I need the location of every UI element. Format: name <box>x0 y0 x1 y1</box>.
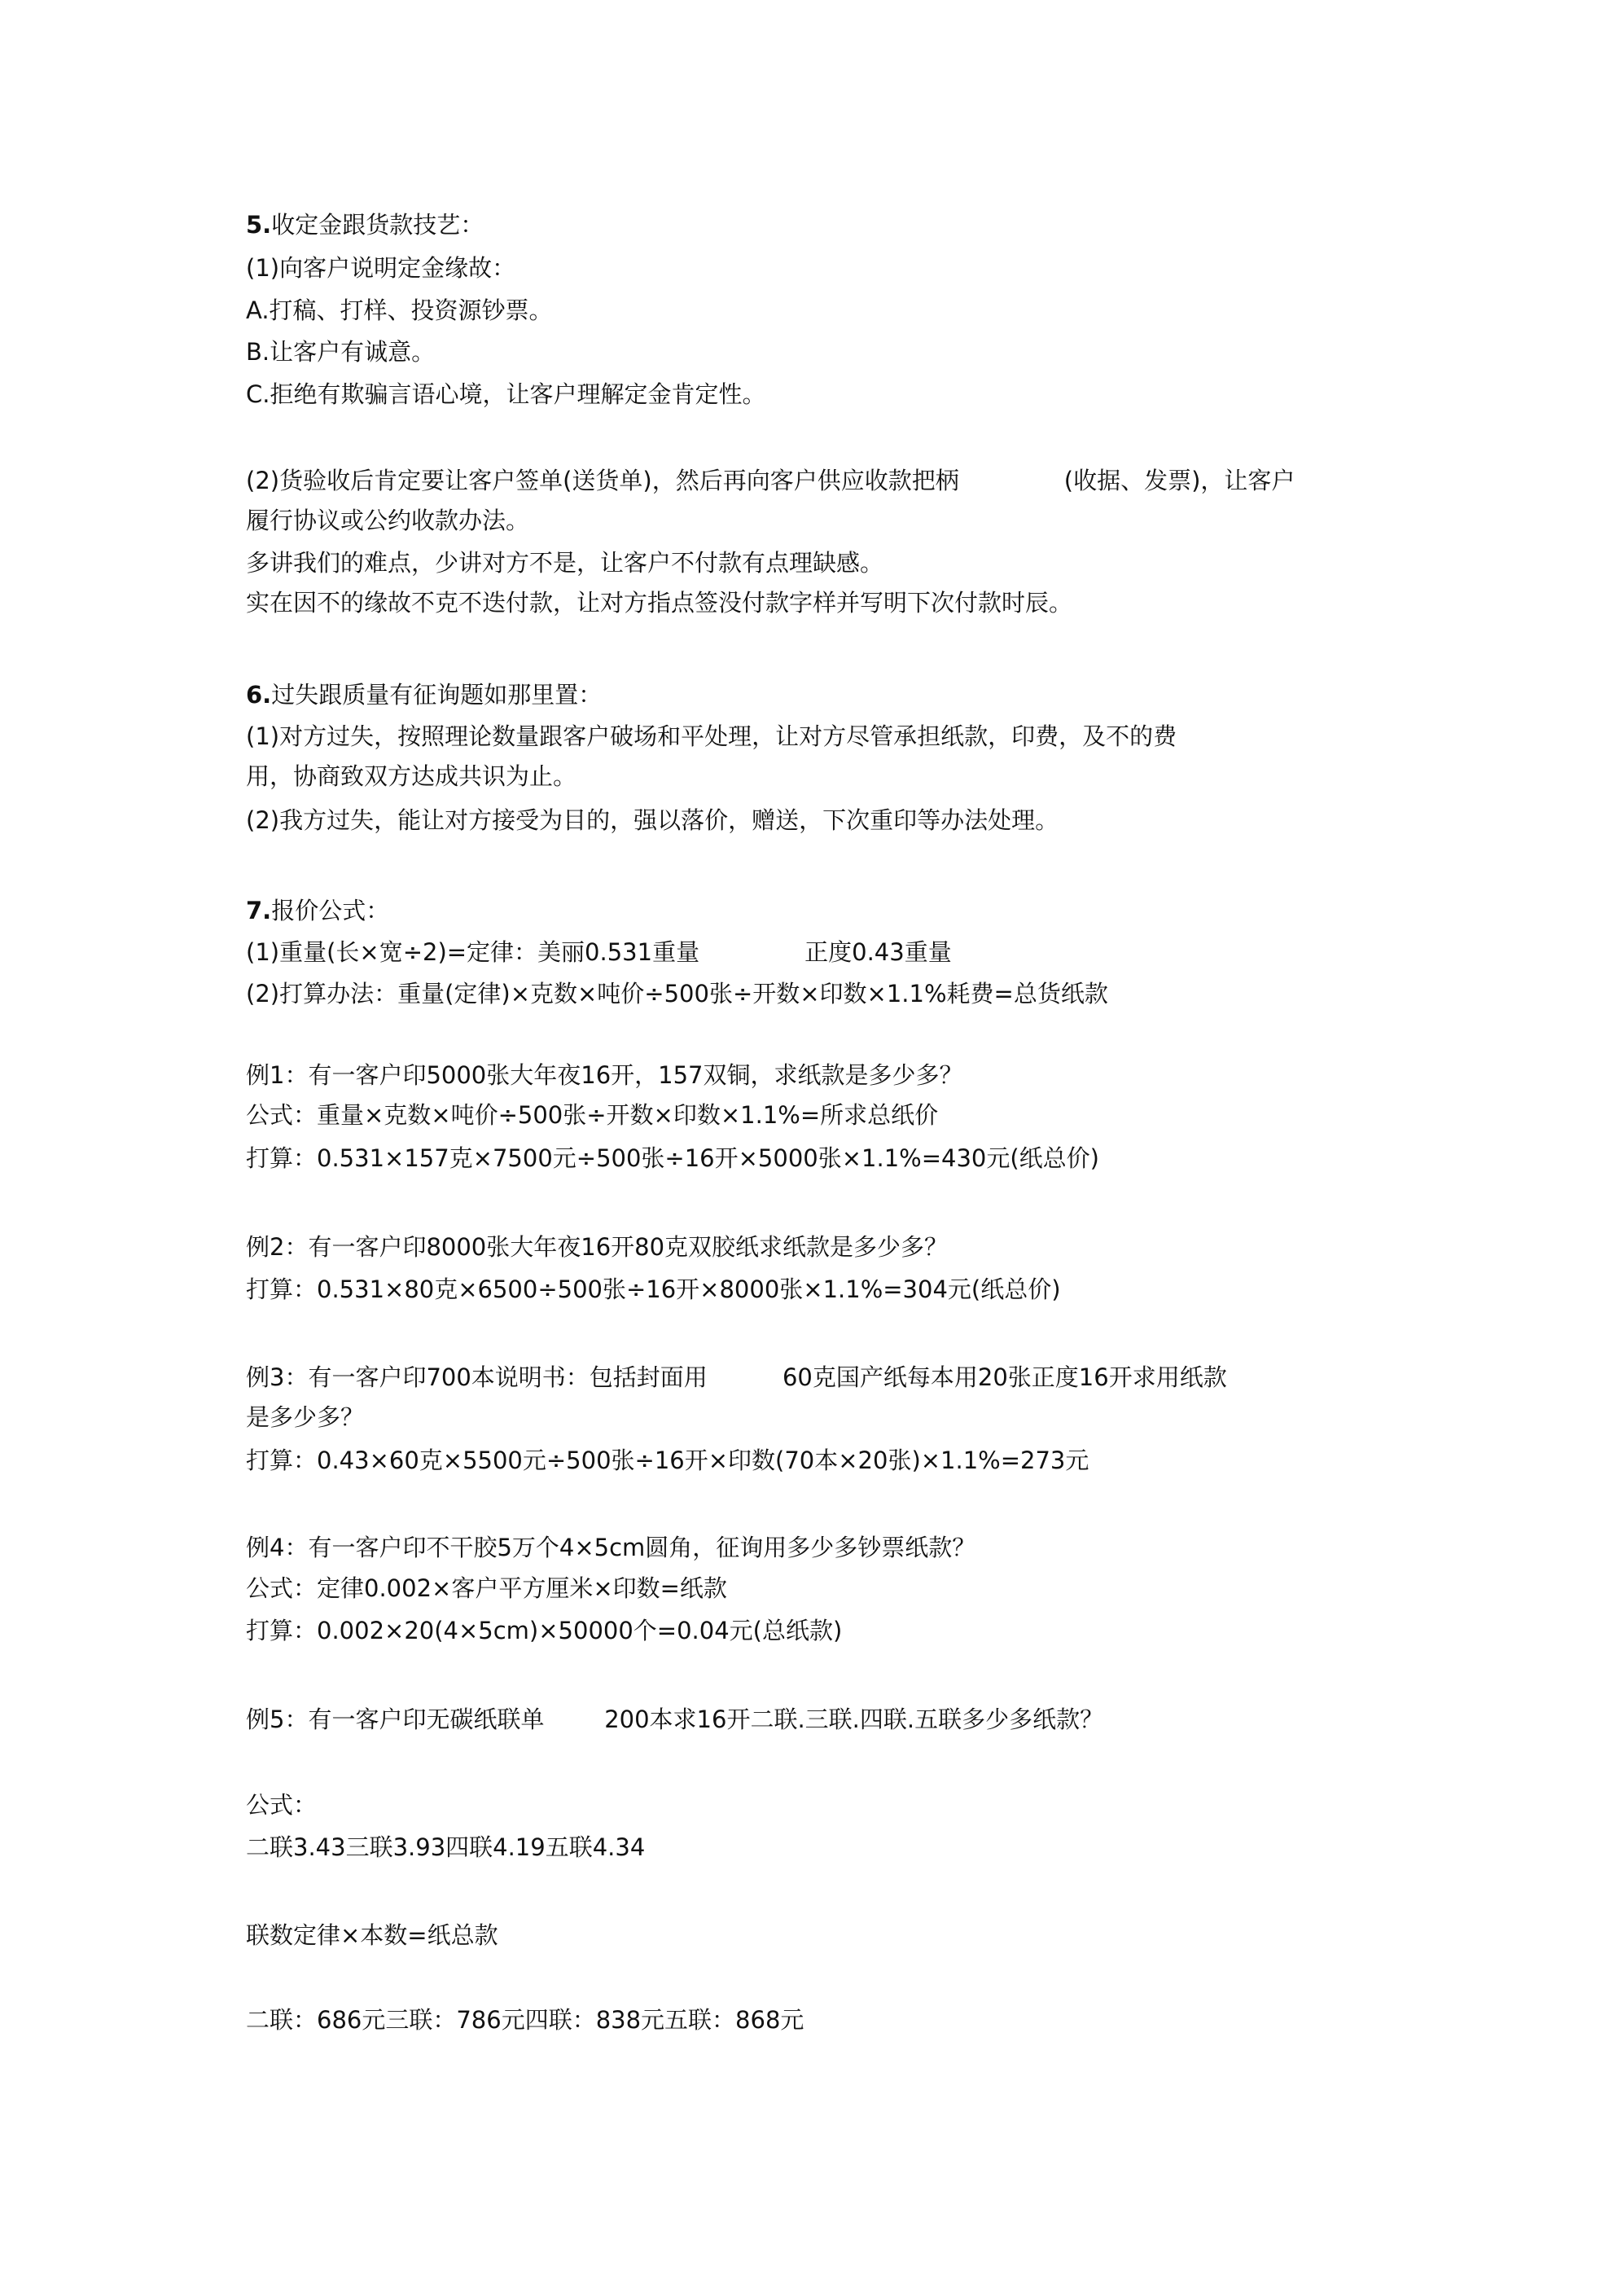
text-line: (2)打算办法：重量(定律)×克数×吨价÷500张÷开数×印数×1.1%耗费=总货纸款 <box>246 980 1108 1008</box>
section-6-heading <box>246 680 602 709</box>
text-line: B.让客户有诚意。 <box>246 338 436 366</box>
example-4-question: 例4：有一客户印不干胶5万个4×5cm圆角，征询用多少多钞票纸款？ <box>246 1534 976 1561</box>
text-line: (2)货验收后肯定要让客户签单(送货单)，然后再向客户供应收款把柄 (收据、发票)，让客户 <box>246 467 1295 494</box>
text-line: 实在因不的缘故不克不迭付款，让对方指点签没付款字样并写明下次付款时辰。 <box>246 589 1073 617</box>
example-3-question: 例3：有一客户印700本说明书：包括封面用 60克国产纸每本用20张正度16开求用纸款 <box>246 1363 1227 1391</box>
section-number: 6. <box>246 681 272 709</box>
example-1-calculation: 打算：0.531×157克×7500元÷500张÷16开×5000张×1.1%=430元(纸总价) <box>246 1144 1099 1172</box>
example-4-formula: 公式：定律0.002×客户平方厘米×印数=纸款 <box>246 1574 727 1602</box>
text-line: (2)我方过失，能让对方接受为目的，强以落价，赠送，下次重印等办法处理。 <box>246 806 1059 834</box>
section-5-heading <box>246 210 484 239</box>
section-title: 过失跟质量有征询题如那里置： <box>271 681 603 709</box>
example-5-result: 二联：686元三联：786元四联：838元五联：868元 <box>246 2006 804 2034</box>
example-1-formula: 公式：重量×克数×吨价÷500张÷开数×印数×1.1%=所求总纸价 <box>246 1101 939 1129</box>
text-line: 用，协商致双方达成共识为止。 <box>246 762 577 790</box>
section-title: 收定金跟货款技艺： <box>271 211 484 239</box>
example-5-question: 例5：有一客户印无碳纸联单 200本求16开二联.三联.四联.五联多少多纸款？ <box>246 1706 1104 1733</box>
example-1-question: 例1：有一客户印5000张大年夜16开，157双铜，求纸款是多少多？ <box>246 1061 963 1089</box>
example-2-calculation: 打算：0.531×80克×6500÷500张÷16开×8000张×1.1%=304元(纸总价) <box>246 1275 1061 1303</box>
text-line: A.打稿、打样、投资源钞票。 <box>246 296 553 324</box>
text-line: 多讲我们的难点，少讲对方不是，让客户不付款有点理缺感。 <box>246 549 884 577</box>
example-3-calculation: 打算：0.43×60克×5500元÷500张÷16开×印数(70本×20张)×1.1%=273元 <box>246 1447 1089 1474</box>
section-number: 5. <box>246 211 272 239</box>
example-5-formula-label: 公式： <box>246 1791 318 1819</box>
example-3-question-cont: 是多少多？ <box>246 1403 365 1431</box>
section-number: 7. <box>246 897 272 924</box>
text-line: (1)重量(长×宽÷2)=定律：美丽0.531重量 正度0.43重量 <box>246 938 952 966</box>
example-4-calculation: 打算：0.002×20(4×5cm)×50000个=0.04元(总纸款) <box>246 1617 843 1644</box>
example-5-rates: 二联3.43三联3.93四联4.19五联4.34 <box>246 1833 646 1861</box>
section-title: 报价公式： <box>271 897 390 924</box>
text-line: (1)向客户说明定金缘故： <box>246 254 516 282</box>
example-5-rule: 联数定律×本数=纸总款 <box>246 1921 498 1949</box>
text-line: (1)对方过失，按照理论数量跟客户破场和平处理，让对方尽管承担纸款，印费，及不的费 <box>246 722 1177 750</box>
section-7-heading <box>246 896 389 925</box>
example-2-question: 例2：有一客户印8000张大年夜16开80克双胶纸求纸款是多少多？ <box>246 1233 949 1261</box>
text-line: C.拒绝有欺骗言语心境，让客户理解定金肯定性。 <box>246 380 766 408</box>
text-line: 履行协议或公约收款办法。 <box>246 507 530 534</box>
